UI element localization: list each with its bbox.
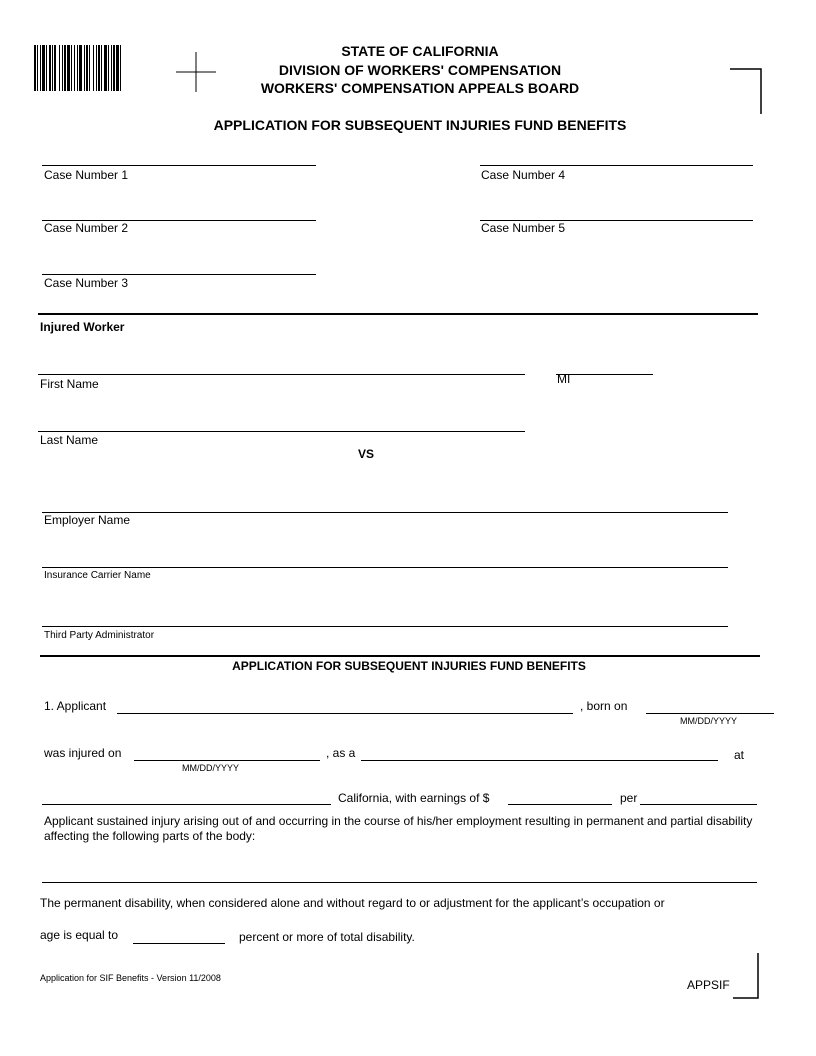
case-number-1-label: Case Number 1: [44, 168, 129, 182]
first-name-label: First Name: [40, 377, 99, 391]
form-version: Application for SIF Benefits - Version 11/2008: [40, 973, 221, 983]
occupation-field[interactable]: [361, 760, 718, 761]
last-name-label: Last Name: [40, 433, 99, 447]
first-name-field[interactable]: [38, 374, 525, 375]
per-label: per: [620, 791, 638, 805]
section-divider-2: [40, 655, 760, 657]
employer-name-label: Employer Name: [44, 513, 131, 527]
case-number-4-label: Case Number 4: [481, 168, 566, 182]
case-number-5-label: Case Number 5: [481, 221, 566, 235]
as-a-label: , as a: [326, 746, 356, 760]
mi-label: MI: [557, 372, 571, 386]
birth-date-format: MM/DD/YYYY: [680, 716, 738, 726]
case-number-3-field[interactable]: [42, 274, 316, 275]
applicant-name-field[interactable]: [117, 713, 573, 714]
header-board: WORKERS' COMPENSATION APPEALS BOARD: [260, 80, 580, 96]
case-number-4-field[interactable]: [480, 165, 753, 166]
third-party-admin-label: Third Party Administrator: [44, 630, 155, 641]
injury-date-field[interactable]: [134, 760, 320, 761]
injury-date-format: MM/DD/YYYY: [182, 763, 240, 773]
corner-mark-bottom: [730, 953, 764, 1003]
application-heading: APPLICATION FOR SUBSEQUENT INJURIES FUND BENEFITS: [232, 659, 586, 673]
third-party-admin-field[interactable]: [42, 626, 728, 627]
case-number-1-field[interactable]: [42, 165, 316, 166]
injured-on-label: was injured on: [44, 746, 122, 760]
at-label: at: [734, 748, 745, 762]
employer-name-field[interactable]: [42, 512, 728, 513]
percent-disability-label: percent or more of total disability.: [239, 930, 415, 944]
insurance-carrier-label: Insurance Carrier Name: [44, 570, 151, 581]
injured-worker-heading: Injured Worker: [40, 320, 125, 334]
earnings-period-field[interactable]: [640, 804, 757, 805]
california-earnings-label: California, with earnings of $: [338, 791, 490, 805]
earnings-amount-field[interactable]: [508, 804, 612, 805]
applicant-label: 1. Applicant: [44, 699, 107, 713]
injury-location-field[interactable]: [42, 804, 331, 805]
form-title: APPLICATION FOR SUBSEQUENT INJURIES FUND BENEFITS: [213, 117, 627, 133]
case-number-3-label: Case Number 3: [44, 276, 129, 290]
case-number-2-label: Case Number 2: [44, 221, 129, 235]
section-divider: [38, 313, 758, 315]
mi-field[interactable]: [556, 374, 653, 375]
header-division: DIVISION OF WORKERS' COMPENSATION: [278, 62, 562, 78]
age-equal-label: age is equal to: [40, 928, 119, 942]
versus-label: VS: [358, 447, 375, 461]
birth-date-field[interactable]: [646, 713, 774, 714]
last-name-field[interactable]: [38, 431, 525, 432]
header-state: STATE OF CALIFORNIA: [341, 43, 499, 59]
disability-percent-field[interactable]: [133, 943, 225, 944]
permanent-disability-text: The permanent disability, when considered alone and without regard to or adjustment for the applicant’s occupation or: [40, 896, 665, 910]
body-parts-field[interactable]: [42, 882, 757, 883]
injury-description-text: Applicant sustained injury arising out of and occurring in the course of his/her employment resulting in permanent and partial disability affecting the following parts of the body:: [44, 814, 753, 843]
insurance-carrier-field[interactable]: [42, 567, 728, 568]
born-on-label: , born on: [580, 699, 628, 713]
form-code: APPSIF: [687, 978, 730, 992]
